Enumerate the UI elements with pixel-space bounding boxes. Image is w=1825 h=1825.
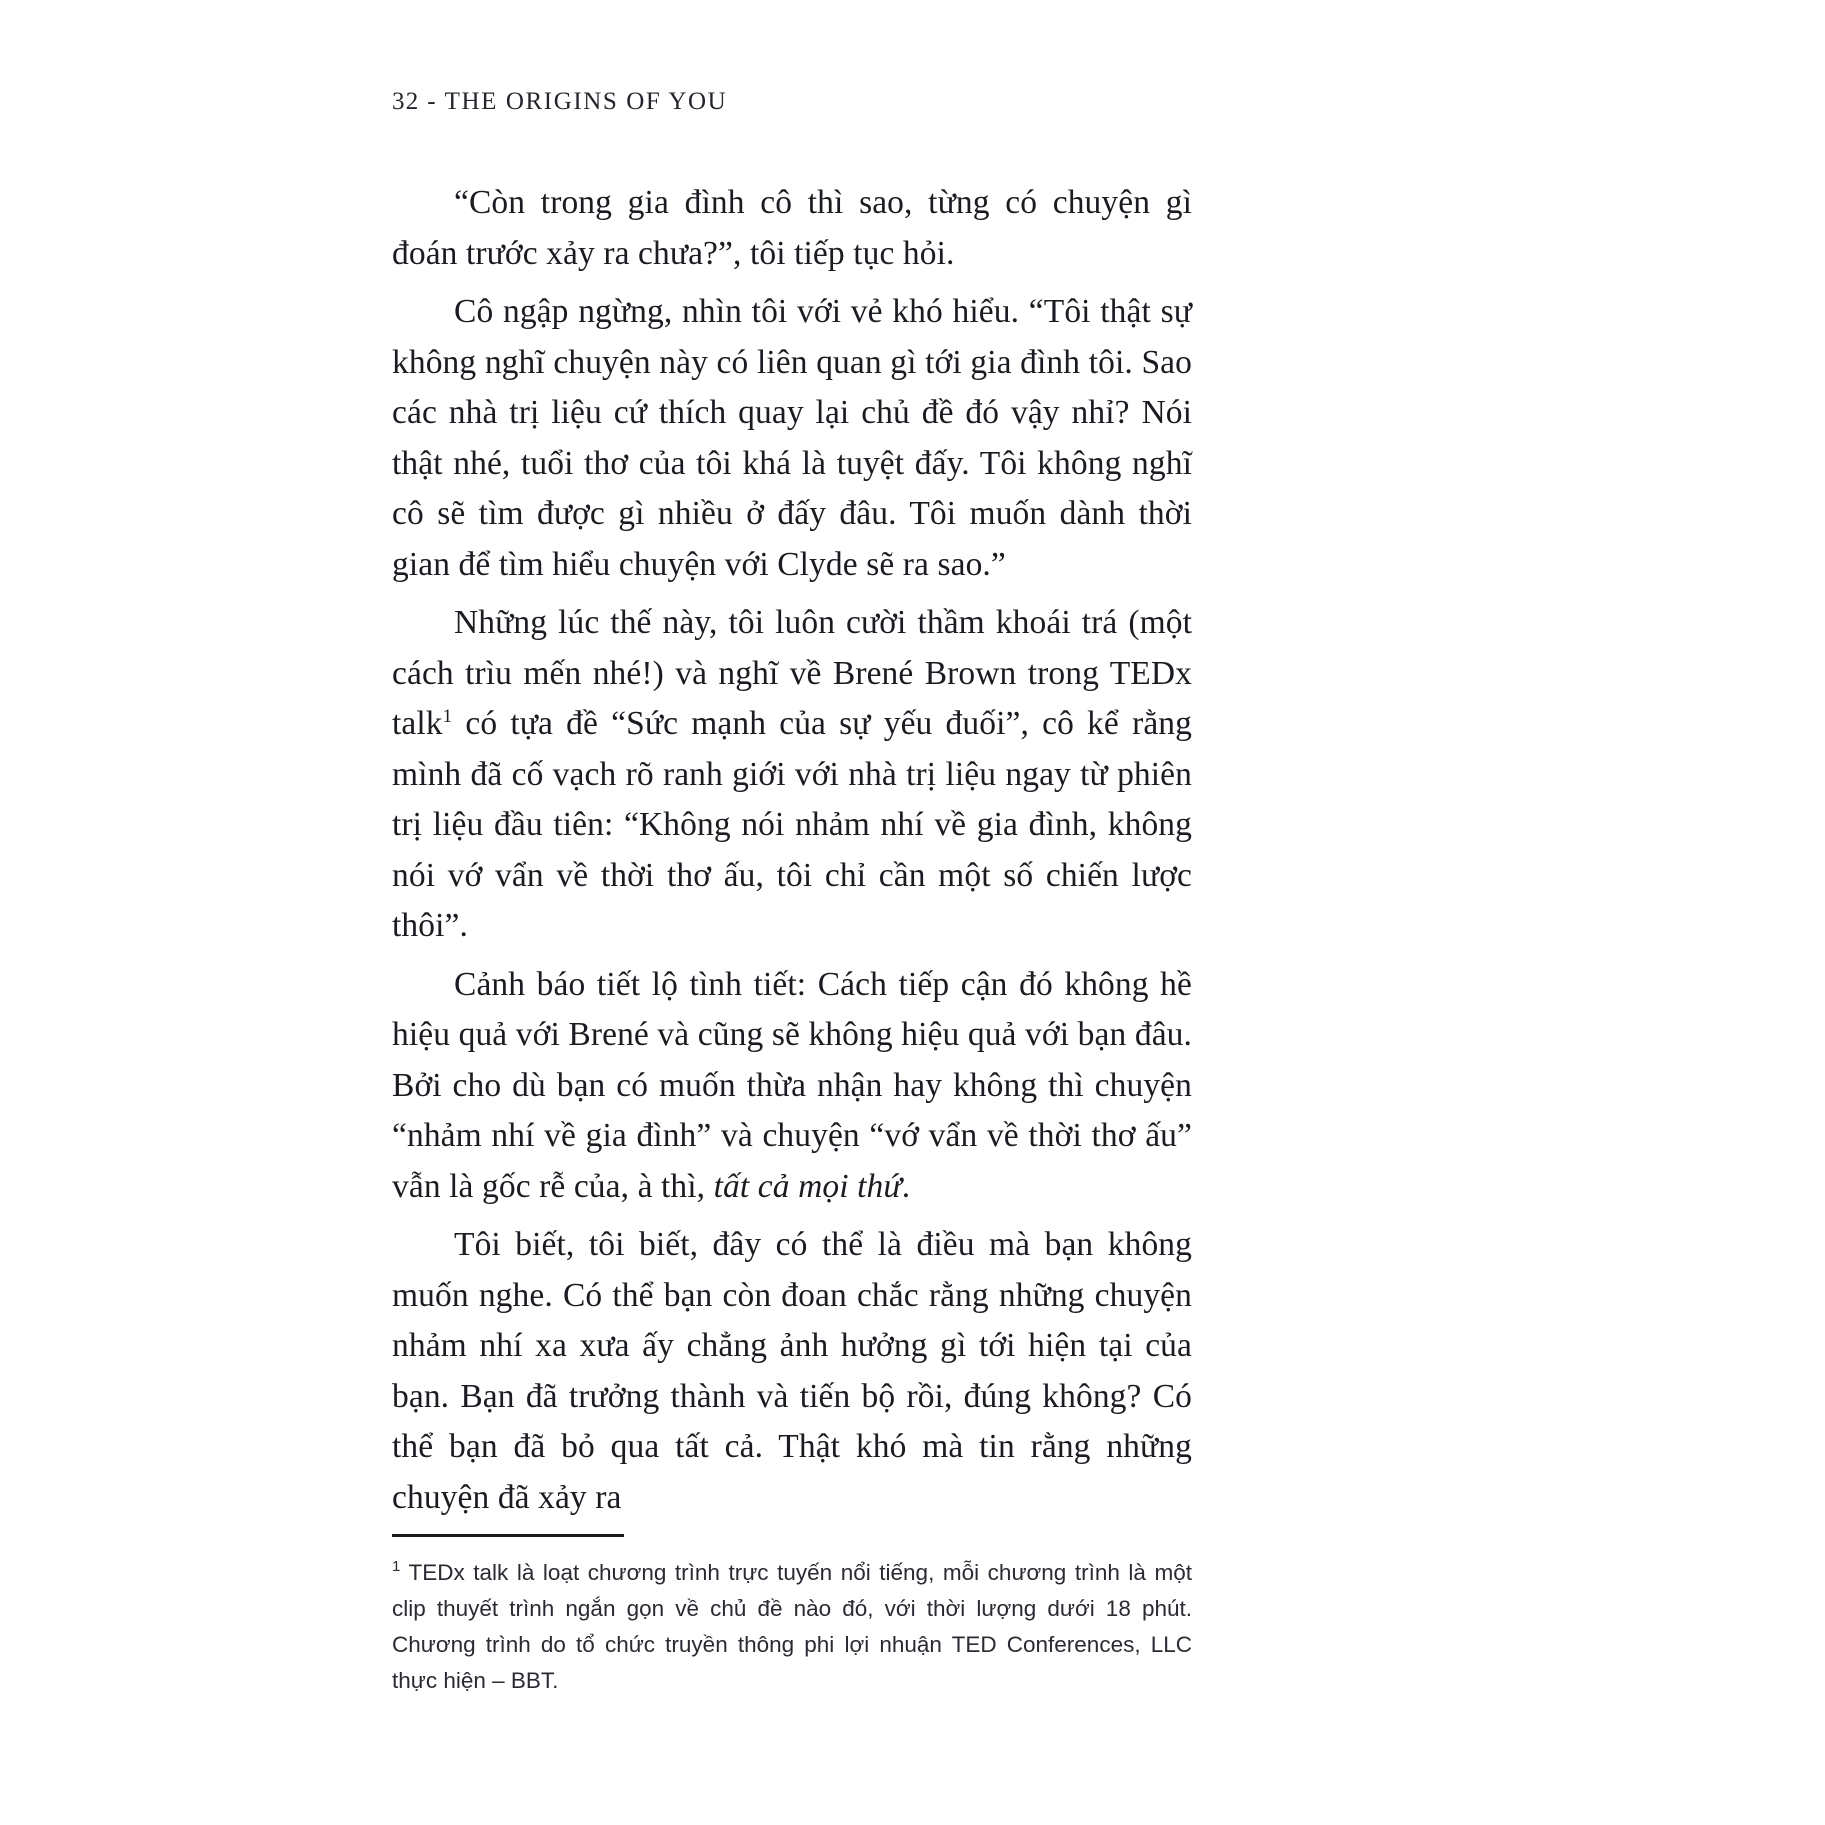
- paragraph-3-text-before-footnote: Những lúc thế này, tôi luôn cười thầm khoái trá (một cách trìu mến nhé!) và nghĩ về Brené Brown trong TEDx talk: [392, 604, 1192, 742]
- running-head-separator: -: [419, 88, 445, 115]
- book-title: THE ORIGINS OF YOU: [444, 88, 728, 115]
- paragraph-3: [392, 598, 1192, 952]
- paragraph-4-italic-phrase: tất cả mọi thứ: [713, 1167, 902, 1205]
- footnote-number: 1: [392, 1558, 401, 1575]
- paragraph-4-text-before-italic: Cảnh báo tiết lộ tình tiết: Cách tiếp cận đó không hề hiệu quả với Brené và cũng sẽ không hiệu quả với bạn đâu. Bởi cho dù bạn có muốn thừa nhận hay không thì chuyện “nhảm nhí về gia đình” và chuyện “vớ vẩn về thời thơ ấu” vẫn là gốc rễ của, à thì,: [392, 965, 1192, 1205]
- footnote-separator-rule: [392, 1534, 624, 1537]
- paragraph-3-text-after-footnote: có tựa đề “Sức mạnh của sự yếu đuối”, cô kể rằng mình đã cố vạch rõ ranh giới với nhà trị liệu ngay từ phiên trị liệu đầu tiên: “Không nói nhảm nhí về gia đình, không nói vớ vẩn về thời thơ ấu, tôi chỉ cần một số chiến lược thôi”.: [392, 705, 1192, 944]
- footnote-body-text: TEDx talk là loạt chương trình trực tuyến nổi tiếng, mỗi chương trình là một clip thuyết trình ngắn gọn về chủ đề nào đó, với thời lượng dưới 18 phút. Chương trình do tổ chức truyền thông phi lợi nhuận TED Conferences, LLC thực hiện – BBT.: [392, 1560, 1192, 1693]
- running-head: [392, 88, 727, 116]
- page-number: 32: [392, 88, 420, 115]
- footnote-1: [392, 1555, 1192, 1699]
- paragraph-4: [392, 960, 1192, 1213]
- body-text: [392, 178, 1192, 1523]
- paragraph-4-text-after-italic: .: [901, 1167, 911, 1205]
- footnote-reference-marker[interactable]: 1: [442, 706, 453, 728]
- paragraph-5: Tôi biết, tôi biết, đây có thể là điều mà bạn không muốn nghe. Có thể bạn còn đoan chắc rằng những chuyện nhảm nhí xa xưa ấy chẳng ảnh hưởng gì tới hiện tại của bạn. Bạn đã trưởng thành và tiến bộ rồi, đúng không? Có thể bạn đã bỏ qua tất cả. Thật khó mà tin rằng những chuyện đã xảy ra: [392, 1226, 1192, 1516]
- paragraph-2: Cô ngập ngừng, nhìn tôi với vẻ khó hiểu. “Tôi thật sự không nghĩ chuyện này có liên quan gì tới gia đình tôi. Sao các nhà trị liệu cứ thích quay lại chủ đề đó vậy nhỉ? Nói thật nhé, tuổi thơ của tôi khá là tuyệt đấy. Tôi không nghĩ cô sẽ tìm được gì nhiều ở đấy đâu. Tôi muốn dành thời gian để tìm hiểu chuyện với Clyde sẽ ra sao.”: [392, 293, 1192, 583]
- footnote-area: [392, 1534, 1192, 1699]
- paragraph-1: “Còn trong gia đình cô thì sao, từng có chuyện gì đoán trước xảy ra chưa?”, tôi tiếp tục hỏi.: [392, 184, 1192, 272]
